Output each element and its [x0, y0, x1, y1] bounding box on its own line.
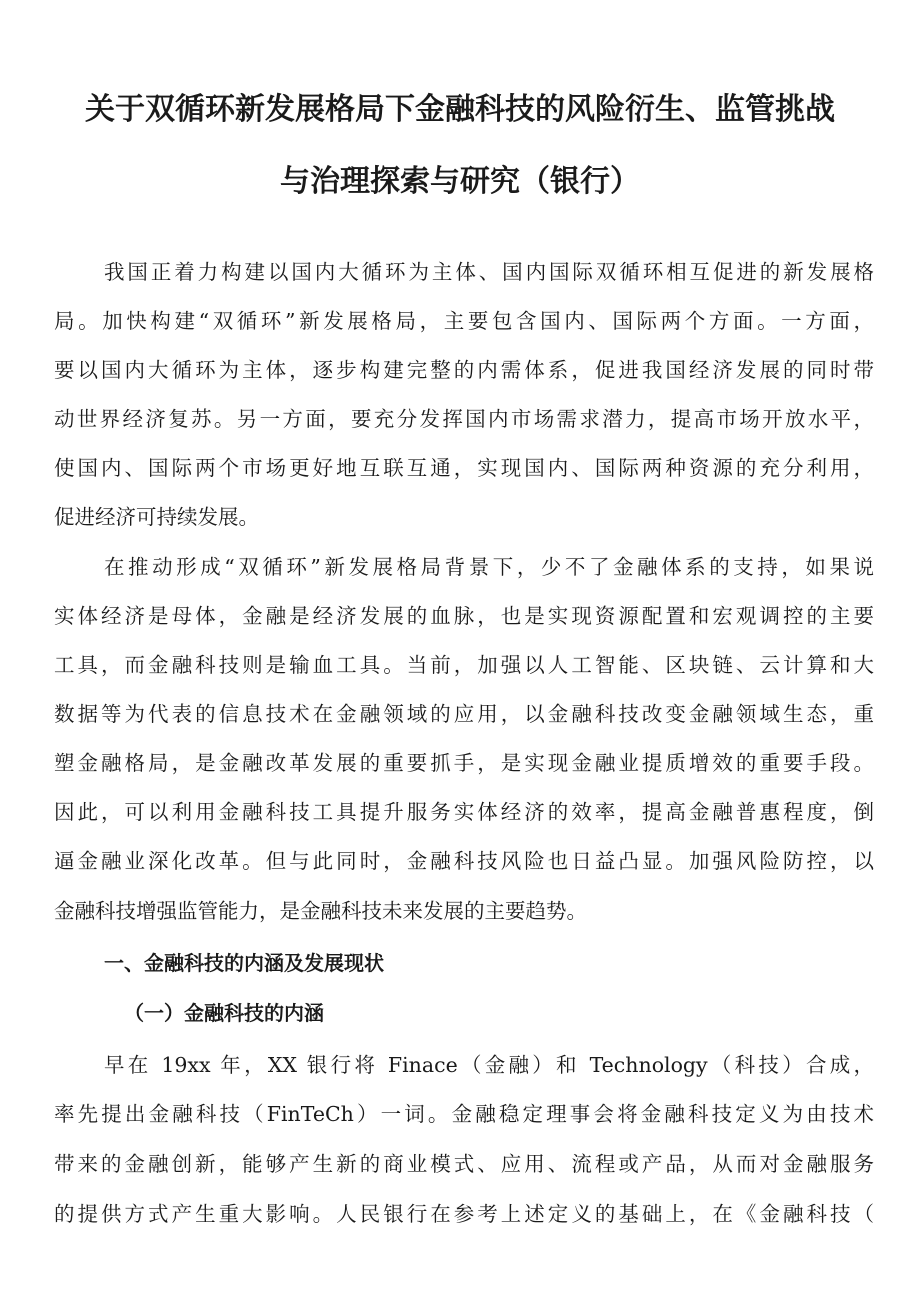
paragraph-3-line: 的提供方式产生重大影响。人民银行在参考上述定义的基础上，在《金融科技（ — [54, 1202, 874, 1226]
paragraph-1-line: 动世界经济复苏。另一方面，要充分发挥国内市场需求潜力，提高市场开放水平， — [54, 407, 874, 431]
paragraph-2-line: 实体经济是母体，金融是经济发展的血脉，也是实现资源配置和宏观调控的主要 — [54, 604, 874, 628]
paragraph-2-line: 塑金融格局，是金融改革发展的重要抓手，是实现金融业提质增效的重要手段。 — [54, 751, 874, 775]
paragraph-2-line: 逼金融业深化改革。但与此同时，金融科技风险也日益凸显。加强风险防控，以 — [54, 849, 874, 873]
paragraph-3-line: 早在 19xx 年，XX 银行将 Finace（金融）和 Technology（科技）合成， — [104, 1053, 874, 1077]
paragraph-3-line: 率先提出金融科技（FinTeCh）一词。金融稳定理事会将金融科技定义为由技术 — [54, 1102, 874, 1126]
paragraph-2-line: 数据等为代表的信息技术在金融领域的应用，以金融科技改变金融领域生态，重 — [54, 702, 874, 726]
section-heading: 一、金融科技的内涵及发展现状 — [104, 951, 384, 975]
paragraph-1-line: 局。加快构建“双循环”新发展格局，主要包含国内、国际两个方面。一方面， — [54, 309, 874, 333]
paragraph-1-line: 要以国内大循环为主体，逐步构建完整的内需体系，促进我国经济发展的同时带 — [54, 358, 874, 382]
paragraph-2-line: 在推动形成“双循环”新发展格局背景下，少不了金融体系的支持，如果说 — [104, 555, 874, 579]
paragraph-2-line: 金融科技增强监管能力，是金融科技未来发展的主要趋势。 — [54, 899, 587, 923]
paragraph-2-line: 工具，而金融科技则是输血工具。当前，加强以人工智能、区块链、云计算和大 — [54, 653, 874, 677]
subsection-heading: （一）金融科技的内涵 — [124, 1001, 324, 1025]
document-title-line-1: 关于双循环新发展格局下金融科技的风险衍生、监管挑战 — [85, 92, 835, 127]
paragraph-1-line: 我国正着力构建以国内大循环为主体、国内国际双循环相互促进的新发展格 — [104, 260, 874, 284]
paragraph-1-line: 使国内、国际两个市场更好地互联互通，实现国内、国际两种资源的充分利用， — [54, 456, 874, 480]
paragraph-2-line: 因此，可以利用金融科技工具提升服务实体经济的效率，提高金融普惠程度，倒 — [54, 800, 874, 824]
paragraph-3-line: 带来的金融创新，能够产生新的商业模式、应用、流程或产品，从而对金融服务 — [54, 1152, 874, 1176]
document-title-line-2: 与治理探索与研究（银行） — [280, 164, 640, 199]
paragraph-1-line: 促进经济可持续发展。 — [54, 505, 259, 529]
